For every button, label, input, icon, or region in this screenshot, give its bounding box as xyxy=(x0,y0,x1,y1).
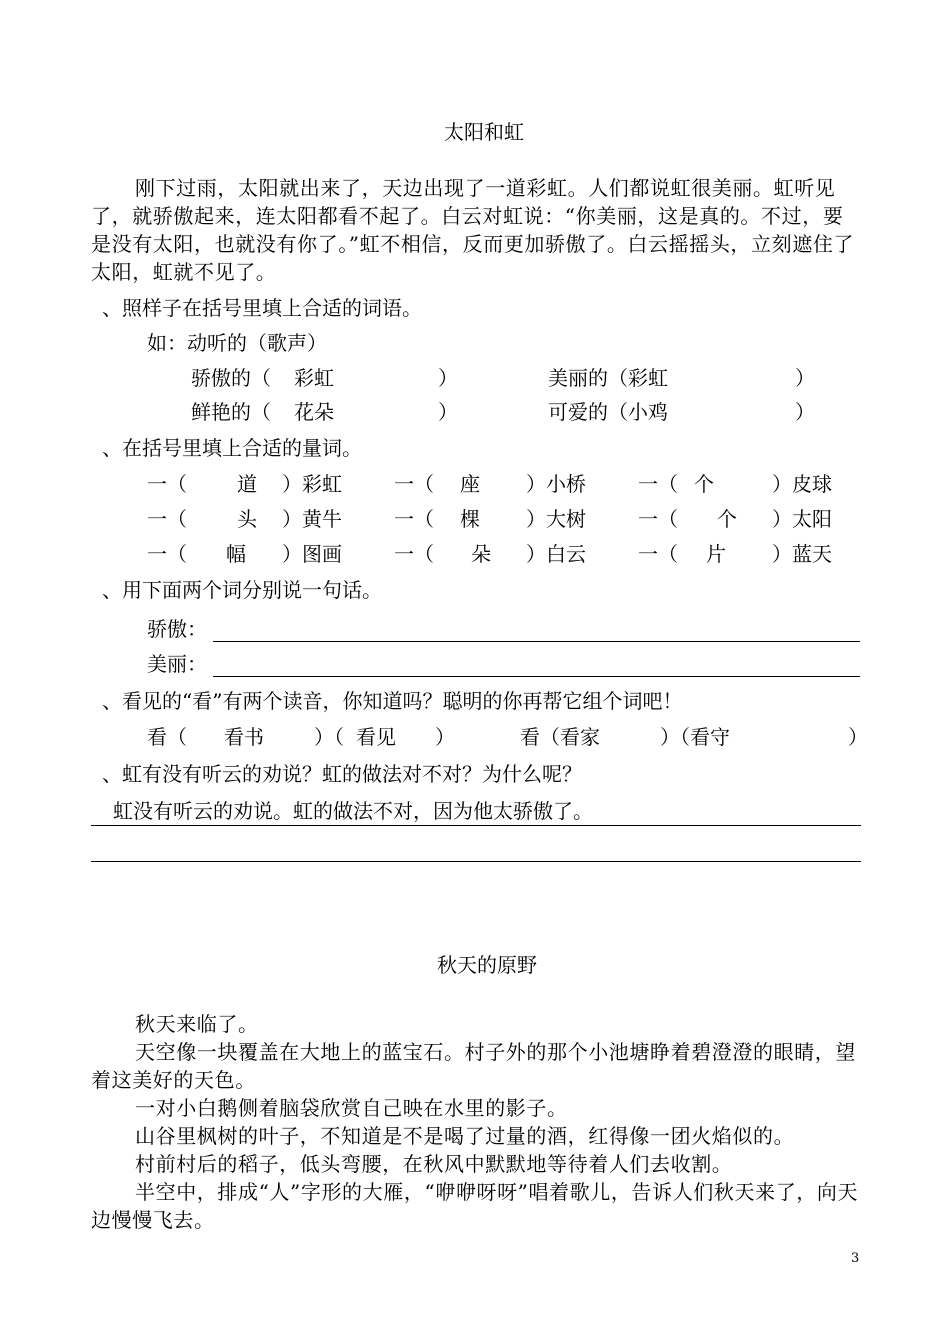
q2-r2-c2-post: ）大树 xyxy=(526,507,586,531)
q1-item-1-close: ） xyxy=(438,366,458,390)
q2-r2-c2-ans: 棵 xyxy=(460,507,480,531)
q2-r1-c2-pre: 一（ xyxy=(394,472,434,496)
q2-r3-c1-pre: 一（ xyxy=(147,542,187,566)
story2-p5: 村前村后的稻子，低头弯腰，在秋风中默默地等待着人们去收割。 xyxy=(135,1152,733,1176)
q1-item-3-answer: 花朵 xyxy=(294,400,334,424)
q1-item-3-close: ） xyxy=(438,400,458,424)
q2-r1-c2-post: ）小桥 xyxy=(526,472,586,496)
story2-p2: 天空像一块覆盖在大地上的蓝宝石。村子外的那个小池塘睁着碧澄澄的眼睛，望着这美好的天色。 xyxy=(91,1040,856,1092)
q1-item-4-close: ） xyxy=(795,400,815,424)
q2-r2-c1-pre: 一（ xyxy=(147,507,187,531)
q2-r2-c3-pre: 一（ xyxy=(638,507,678,531)
story2-title: 秋天的原野 xyxy=(437,953,537,977)
q3-answer-line-2 xyxy=(213,676,860,677)
q4-line1-word1: 看书 xyxy=(224,725,264,749)
q3-word-1: 骄傲： xyxy=(147,617,207,641)
q2-r2-c3-post: ）太阳 xyxy=(772,507,832,531)
q3-prompt: 、用下面两个词分别说一句话。 xyxy=(102,578,382,602)
story2-p4: 山谷里枫树的叶子，不知道是不是喝了过量的酒，红得像一团火焰似的。 xyxy=(135,1124,795,1148)
q4-line1-open: 看（ xyxy=(147,725,187,749)
q2-r1-c1-post: ）彩虹 xyxy=(282,472,342,496)
q2-prompt: 、在括号里填上合适的量词。 xyxy=(102,436,362,460)
page-number: 3 xyxy=(851,1251,860,1266)
q4-prompt: 、看见的“看”有两个读音，你知道吗？聪明的你再帮它组个词吧！ xyxy=(102,689,683,713)
q2-r1-c3-pre: 一（ xyxy=(638,472,678,496)
q1-prompt: 、照样子在括号里填上合适的词语。 xyxy=(102,296,422,320)
q2-r1-c2-ans: 座 xyxy=(460,472,480,496)
q5-answer: 虹没有听云的劝说。虹的做法不对，因为他太骄傲了。 xyxy=(113,799,593,823)
q2-r2-c1-ans: 头 xyxy=(237,507,257,531)
story2-p3: 一对小白鹅侧着脑袋欣赏自己映在水里的影子。 xyxy=(135,1096,568,1120)
q2-r3-c1-ans: 幅 xyxy=(226,542,246,566)
q2-r3-c3-ans: 片 xyxy=(706,542,726,566)
q5-prompt: 、虹有没有听云的劝说？虹的做法对不对？为什么呢？ xyxy=(102,762,582,786)
q1-item-2-close: ） xyxy=(795,366,815,390)
q2-r1-c3-post: ）皮球 xyxy=(772,472,832,496)
q2-r2-c1-post: ）黄牛 xyxy=(282,507,342,531)
q4-line1-close: ） xyxy=(435,725,455,749)
q2-r3-c2-post: ）白云 xyxy=(526,542,586,566)
q2-r3-c2-pre: 一（ xyxy=(394,542,434,566)
story1-paragraph xyxy=(91,174,861,286)
story1-paragraph-text: 刚下过雨，太阳就出来了，天边出现了一道彩虹。人们都说虹很美丽。虹听见了，就骄傲起来，连太阳都看不起了。白云对虹说：“你美丽，这是真的。不过，要是没有太阳，也就没有你了。”虹不相信，反而更加骄傲了。白云摇摇头，立刻遮住了太阳，虹就不见了。 xyxy=(91,176,855,284)
q2-r1-c1-pre: 一（ xyxy=(147,472,187,496)
q2-r1-c1-ans: 道 xyxy=(237,472,257,496)
q2-r1-c3-ans: 个 xyxy=(694,472,714,496)
story1-title: 太阳和虹 xyxy=(444,120,524,144)
q1-item-2-word: 美丽的（彩虹 xyxy=(548,366,668,390)
q4-line2-mid: ）（看守 xyxy=(660,725,730,749)
q1-item-3-word: 鲜艳的（ xyxy=(191,400,271,424)
q5-answer-line-2 xyxy=(91,861,861,862)
q4-line1-word2: 看见 xyxy=(356,725,396,749)
q1-example: 如：动听的（歌声） xyxy=(147,331,327,355)
q2-r3-c1-post: ）图画 xyxy=(282,542,342,566)
story2-p1: 秋天来临了。 xyxy=(135,1012,259,1036)
q2-r2-c3-ans: 个 xyxy=(717,507,737,531)
q2-r2-c2-pre: 一（ xyxy=(394,507,434,531)
q1-item-1-word: 骄傲的（ xyxy=(191,366,271,390)
story2-p6: 半空中，排成“人”字形的大雁，“咿咿呀呀”唱着歌儿，告诉人们秋天来了，向天边慢慢飞去。 xyxy=(91,1180,859,1232)
q5-answer-line-1 xyxy=(91,825,861,826)
story2-body xyxy=(91,1010,861,1234)
q2-r3-c2-ans: 朵 xyxy=(471,542,491,566)
q1-item-4-word: 可爱的（小鸡 xyxy=(548,400,668,424)
q3-answer-line-1 xyxy=(213,641,860,642)
q2-r3-c3-pre: 一（ xyxy=(638,542,678,566)
q4-line2-open: 看（看家 xyxy=(520,725,600,749)
q1-item-1-answer: 彩虹 xyxy=(294,366,334,390)
q3-word-2: 美丽： xyxy=(147,652,207,676)
q2-r3-c3-post: ）蓝天 xyxy=(772,542,832,566)
q4-line1-mid: ）（ xyxy=(314,725,344,749)
q4-line2-close: ） xyxy=(848,725,868,749)
